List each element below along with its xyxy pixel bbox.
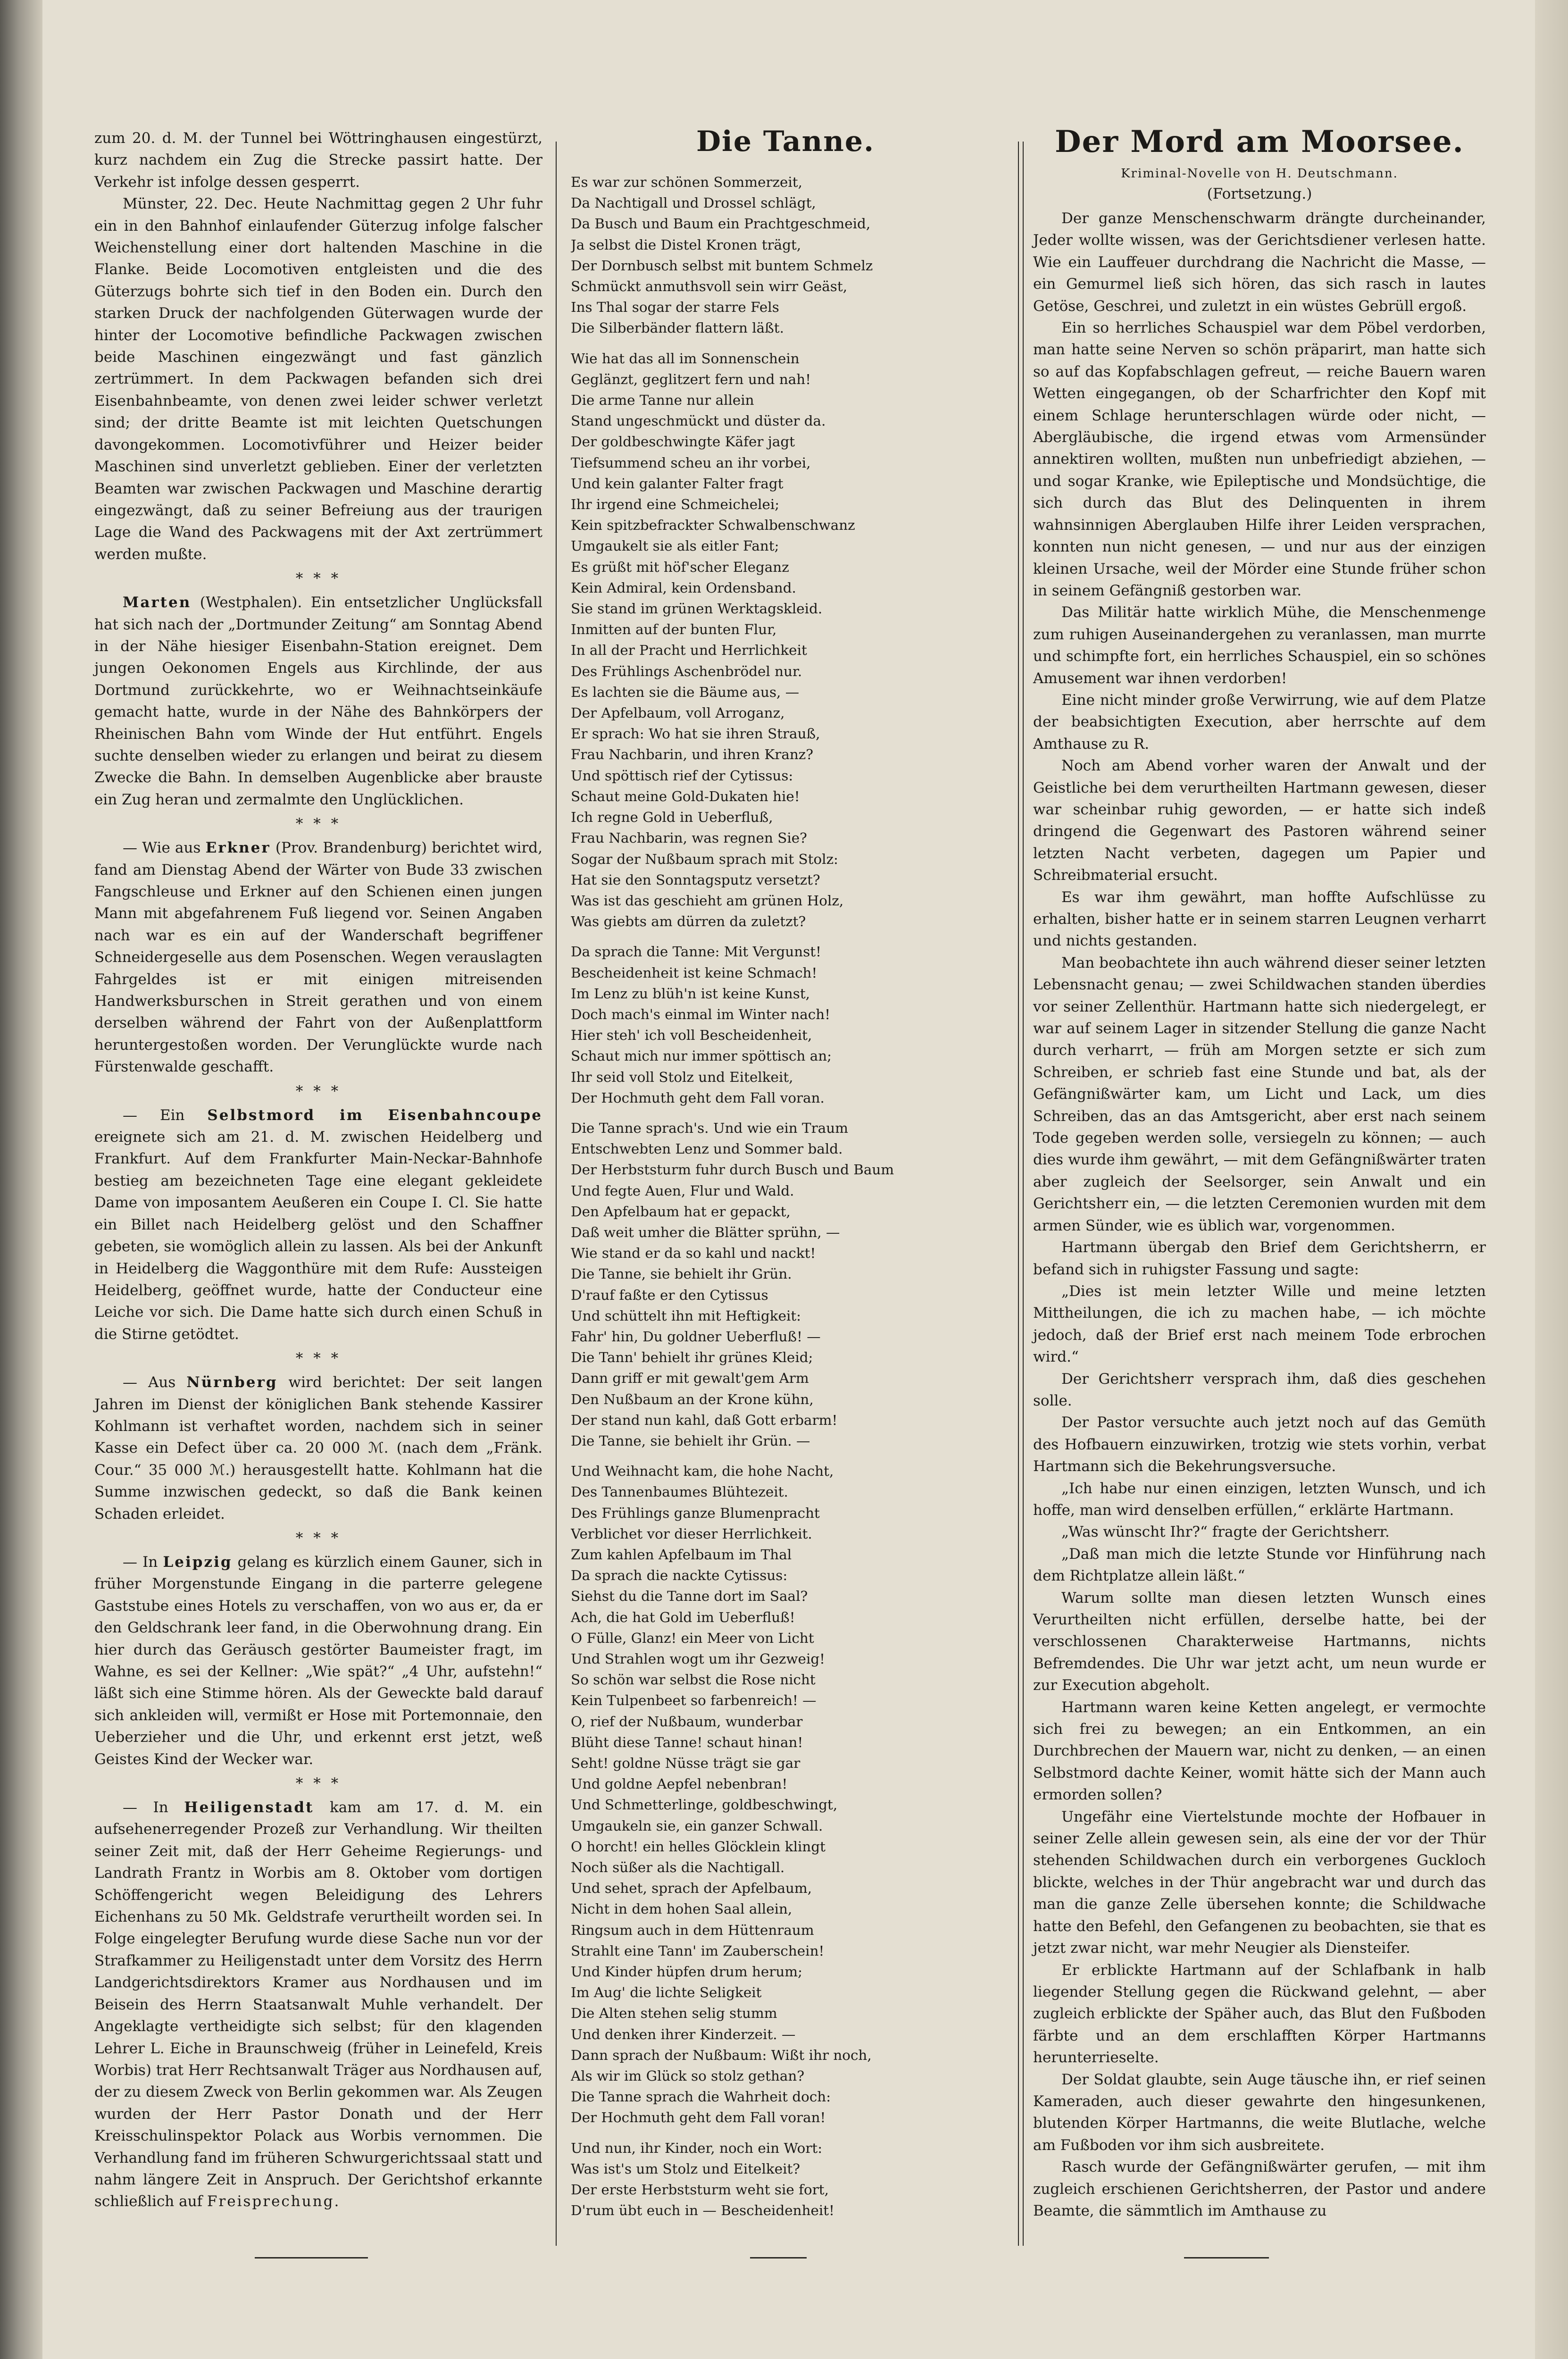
novel-paragraph: Der Pastor versuchte auch jetzt noch auf das Gemüth des Hofbauern einzuwirken, trotzig wie stets vorhin, verbat Hartmann sich die Bekehrungsversuche. — [1033, 1414, 1486, 1475]
novel-paragraph: Man beobachtete ihn auch während dieser seiner letzten Lebensnacht genau; — zwei Schildwachen standen überdies vor seiner Zellenthür. Hartmann hatte sich niedergelegt, er war auf seinem Lager in sitzender Stellung die ganze Nacht durch verharrt, — früh am Morgen setzte er sich zum Schreiben, er schrieb fast eine Stunde und bat, als der Gefängnißwärter kam, um Licht und Lack, um dies Schreiben, das an das Amtsgericht, aber erst nach seinem Tode gegeben werden solle, versiegeln zu können; — auch dies wurde ihm gewährt, — mit dem Gefängnißwärter traten aber zugleich der Seelsorger, sein Anwalt und ein Gerichtsherr ein, — die letzten Ceremonien wurden mit dem armen Sünder, wie es üblich war, vorgenommen. — [1033, 954, 1486, 1234]
poem-line: Als wir im Glück so stolz gethan? — [571, 2068, 805, 2084]
poem-line: Und nun, ihr Kinder, noch ein Wort: — [571, 2140, 823, 2156]
news-paragraph: zum 20. d. M. der Tunnel bei Wöttringhausen eingestürzt, kurz nachdem ein Zug die Strecke passirt hatte. Der Verkehr ist infolge dessen gesperrt. — [94, 130, 542, 191]
poem-line: Schaut meine Gold-Dukaten hie! — [571, 788, 800, 804]
poem-column — [571, 127, 1000, 2231]
novel-body — [1033, 208, 1486, 2222]
separator-stars: * * * — [295, 1775, 342, 1792]
news-text: — In — [123, 1553, 163, 1571]
news-text: — In — [123, 1799, 184, 1816]
novel-title: Der Mord am Moorsee. — [1055, 124, 1464, 159]
poem-line: Und Kinder hüpfen drum herum; — [571, 1964, 803, 1980]
novel-paragraph: Noch am Abend vorher waren der Anwalt und der Geistliche bei dem verurtheilten Hartmann gewesen, dieser war scheinbar ruhig geworden, — er hatte sich indeß dringend die Gegenwart des Pastoren während seiner letzten Nacht verbeten, dagegen um Papier und Schreibmaterial ersucht. — [1033, 757, 1486, 884]
poem-line: D'rum übt euch in — Bescheidenheit! — [571, 2202, 834, 2219]
poem-line: In all der Pracht und Herrlichkeit — [571, 642, 807, 659]
poem-line: Frau Nachbarin, und ihren Kranz? — [571, 746, 814, 763]
separator-stars: * * * — [295, 1350, 342, 1367]
poem-line: Den Apfelbaum hat er gepackt, — [571, 1203, 791, 1220]
novel-paragraph: „Was wünscht Ihr?“ fragte der Gerichtsherr. — [1061, 1523, 1390, 1541]
news-text-spaced: Freisprechung. — [207, 2193, 341, 2210]
news-column — [94, 127, 542, 2213]
separator-stars: * * * — [295, 1529, 342, 1547]
news-text: gelang es kürzlich einem Gauner, sich in früher Morgenstunde Eingang in die parterre gelegene Gaststube eines Hotels zu verschaffen, von wo aus er, da er den Geldschrank leer fand, in die Oberwohnung drang. Ein hier durch das Geräusch gestörter Baumeister fragt, im Wahne, es sei der Kellner: „Wie spät?“ „4 Uhr, aufstehn!“ läßt sich eine Stimme hören. Als der Geweckte bald darauf sich ankleiden will, vermißt er Hose mit Portemonnaie, den Ueberzieher und die Uhr, und erkennt erst jetzt, weß Geistes Kind der Wecker war. — [94, 1553, 542, 1768]
poem-line: Kein Tulpenbeet so farbenreich! — — [571, 1692, 817, 1709]
novel-paragraph: Das Militär hatte wirklich Mühe, die Menschenmenge zum ruhigen Auseinandergehen zu veranlassen, man murrte und schimpfte fort, ein herrliches Schauspiel, ein so schönes Amusement war ihnen verdorben! — [1033, 604, 1486, 687]
poem-line: Des Frühlings ganze Blumenpracht — [571, 1505, 820, 1521]
poem-line: Die Tann' behielt ihr grünes Kleid; — [571, 1349, 813, 1366]
place-heading: Nürnberg — [186, 1374, 278, 1391]
news-paragraph-selbstmord — [94, 1104, 542, 1345]
novel-paragraph: Ein so herrliches Schauspiel war dem Pöbel verdorben, man hatte seine Nerven so schön präparirt, man hatte sich so auf das Kopfabschlagen gefreut, — reiche Bauern waren Wetten eingegangen, ob der Scharfrichter den Kopf mit einem Schlage herunterschlagen würde oder nicht, — Abergläubische, die irgend etwas vom Armensünder annektiren wollten, mußten nun unbefriedigt abziehen, — und sogar Kranke, wie Epileptische und Mondsüchtige, die sich durch das Blut des Delinquenten in ihrem wahnsinnigen Aberglauben Hilfe ihrer Leiden versprachen, konnten nun nicht genesen, — und nur aus der einzigen kleinen Ursache, weil der Mörder eine Stunde früher schon in seinem Gefängniß gestorben war. — [1033, 319, 1486, 599]
poem-line: Blüht diese Tanne! schaut hinan! — [571, 1734, 803, 1750]
novel-column — [1033, 124, 1486, 2222]
poem-line: Der goldbeschwingte Käfer jagt — [571, 434, 795, 450]
poem-line: Inmitten auf der bunten Flur, — [571, 621, 777, 638]
poem-line: Und Schmetterlinge, goldbeschwingt, — [571, 1797, 838, 1813]
poem-line: Im Lenz zu blüh'n ist keine Kunst, — [571, 985, 810, 1002]
poem-line: Schaut mich nur immer spöttisch an; — [571, 1048, 832, 1064]
scan-left-edge — [0, 0, 42, 2359]
poem-line: Und spöttisch rief der Cytissus: — [571, 767, 793, 784]
news-text: wird berichtet: Der seit langen Jahren im Dienst der königlichen Bank stehende Kassirer Kohlmann ist verhaftet worden, nachdem sich in seiner Kasse ein Defect über ca. 20 000 ℳ. (nach dem „Fränk. Cour.“ 35 000 ℳ.) herausgestellt hatte. Kohlmann hat die Summe inzwischen gedeckt, so daß die Bank keinen Schaden erleidet. — [94, 1374, 542, 1522]
poem-line: Sie stand im grünen Werktagskleid. — [571, 601, 823, 617]
poem-line: Doch mach's einmal im Winter nach! — [571, 1006, 831, 1022]
poem-line: Der erste Herbststurm weht sie fort, — [571, 2182, 829, 2198]
column-rule — [1018, 142, 1019, 2246]
poem-line: Und fegte Auen, Flur und Wald. — [571, 1182, 794, 1199]
poem-line: Die Tanne, sie behielt ihr Grün. — — [571, 1432, 810, 1449]
novel-paragraph: Der ganze Menschenschwarm drängte durcheinander, Jeder wollte wissen, was der Gerichtsdiener verlesen hatte. Wie ein Lauffeuer durchdrang die Nachricht die Masse, — ein Gemurmel ließ sich hören, das sich rasch in lautes Getöse, Geschrei, und zuletzt in ein wüstes Gebrüll ergoß. — [1033, 210, 1486, 315]
poem-line: Der Hochmuth geht dem Fall voran. — [571, 1089, 825, 1106]
poem-line: Fahr' hin, Du goldner Ueberfluß! — — [571, 1328, 821, 1345]
poem-line: Zum kahlen Apfelbaum im Thal — [571, 1547, 792, 1563]
poem-line: Und Strahlen wogt um ihr Gezweig! — [571, 1651, 825, 1667]
poem-line: Nicht in dem hohen Saal allein, — [571, 1901, 792, 1917]
poem-line: Sogar der Nußbaum sprach mit Stolz: — [571, 851, 838, 867]
poem-line: Dann sprach der Nußbaum: Wißt ihr noch, — [571, 2047, 872, 2063]
separator-stars: * * * — [295, 570, 342, 587]
poem-line: Stand ungeschmückt und düster da. — [571, 413, 826, 429]
poem-line: Was giebts am dürren da zuletzt? — [571, 913, 806, 930]
place-heading: Erkner — [205, 839, 271, 857]
poem-line: Die Tanne sprach die Wahrheit doch: — [571, 2089, 831, 2105]
poem-title: Die Tanne. — [696, 125, 875, 158]
poem-line: Und kein galanter Falter fragt — [571, 475, 784, 492]
newspaper-page — [42, 0, 1535, 2359]
poem-line: Schmückt anmuthsvoll sein wirr Geäst, — [571, 278, 848, 295]
novel-paragraph: „Ich habe nur einen einzigen, letzten Wunsch, und ich hoffe, man wird denselben erfüllen,“ erklärte Hartmann. — [1033, 1480, 1486, 1519]
poem-line: Der Herbststurm fuhr durch Busch und Baum — [571, 1162, 894, 1178]
end-rule — [1184, 2257, 1269, 2259]
novel-paragraph: Es war ihm gewährt, man hoffte Aufschlüsse zu erhalten, bisher hatte er in seinem starren Leugnen verharrt und nichts gestanden. — [1033, 888, 1486, 950]
poem-line: Geglänzt, geglitzert fern und nah! — [571, 371, 811, 387]
poem-line: Tiefsummend scheu an ihr vorbei, — [571, 454, 811, 471]
poem-line: Die Alten stehen selig stumm — [571, 2005, 777, 2022]
poem-line: Da Nachtigall und Drossel schlägt, — [571, 195, 816, 211]
poem-line: Er sprach: Wo hat sie ihren Strauß, — [571, 726, 820, 742]
poem-line: Die Silberbänder flattern läßt. — [571, 320, 784, 336]
novel-paragraph: „Dies ist mein letzter Wille und meine letzten Mittheilungen, die ich zu machen habe, — ich möchte jedoch, daß der Brief erst nach meinem Tode erbrochen wird.“ — [1033, 1282, 1486, 1366]
poem-line: Da sprach die nackte Cytissus: — [571, 1567, 788, 1584]
novel-paragraph: Er erblickte Hartmann auf der Schlafbank in halb liegender Stellung gegen die Rückwand gelehnt, — aber zugleich erblickte der Späher auch, das Blut den Fußboden färbte und an dem erschlafften Körper Hartmanns herunterrieselte. — [1033, 1961, 1486, 2066]
poem-line: Ins Thal sogar der starre Fels — [571, 299, 779, 316]
poem-stanza — [571, 1118, 1000, 1451]
news-text: ereignete sich am 21. d. M. zwischen Heidelberg und Frankfurt. Auf dem Frankfurter Main-Neckar-Bahnhofe bestieg am bezeichneten Tage eine elegant gekleidete Dame von imposantem Aeußeren ein Coupe I. Cl. Sie hatte ein Billet nach Heidelberg gelöst und den Schaffner gebeten, sie womöglich allein zu lassen. Als bei der Ankunft in Heidelberg die Waggonthüre mit dem Rufe: Aussteigen Heidelberg, geöffnet wurde, hatte der Conducteur eine Leiche vor sich. Die Dame hatte sich durch einen Schuß in die Stirne getödtet. — [94, 1129, 542, 1343]
news-text: (Prov. Brandenburg) berichtet wird, fand am Dienstag Abend der Wärter von Bude 33 zwischen Fangschleuse und Erkner auf den Schienen einen jungen Mann mit abgefahrenem Fuß liegend vor. Seinen Angaben nach war es ein auf der Wanderschaft begriffener Schneidergeselle aus dem Posenschen. Wegen verauslagten Fahrgeldes ist er mit einigen mitreisenden Handwerksburschen in Streit gerathen und von einem derselben während der Fahrt von der Außenplattform heruntergestoßen worden. Der Verunglückte wurde nach Fürstenwalde geschafft. — [94, 839, 542, 1076]
column-rule — [1023, 142, 1024, 2246]
poem-line: Ihr seid voll Stolz und Eitelkeit, — [571, 1069, 793, 1085]
column-rule — [556, 142, 557, 2246]
novel-paragraph: Ungefähr eine Viertelstunde mochte der Hofbauer in seiner Zelle allein gewesen sein, als eine der vor der Thür stehenden Schildwachen durch ein verborgenes Guckloch blickte, welches in der Thür angebracht war und durch das man die ganze Zelle übersehen konnte; die Schildwache hatte den Befehl, den Gefangenen zu beobachten, sie that es jetzt zwar nicht, war mehr Neugier als Diensteifer. — [1033, 1808, 1486, 1957]
poem-line: Hier steh' ich voll Bescheidenheit, — [571, 1027, 812, 1044]
novel-paragraph: Eine nicht minder große Verwirrung, wie auf dem Platze der beabsichtigten Execution, aber herrschte auf dem Amthause zu R. — [1033, 691, 1486, 753]
poem-stanza — [571, 2138, 1000, 2221]
poem-body — [571, 172, 1000, 2221]
news-paragraph-nuernberg — [94, 1372, 542, 1525]
poem-stanza — [571, 941, 1000, 1108]
poem-line: O Fülle, Glanz! ein Meer von Licht — [571, 1630, 814, 1646]
place-heading: Heiligenstadt — [184, 1799, 314, 1816]
poem-line: Siehst du die Tanne dort im Saal? — [571, 1588, 808, 1605]
poem-line: O horcht! ein helles Glöcklein klingt — [571, 1838, 826, 1855]
poem-line: Umgaukeln sie, ein ganzer Schwall. — [571, 1817, 823, 1834]
poem-line: Bescheidenheit ist keine Schmach! — [571, 964, 817, 981]
end-rule — [750, 2257, 807, 2259]
poem-line: Verblichet vor dieser Herrlichkeit. — [571, 1525, 812, 1542]
poem-line: O, rief der Nußbaum, wunderbar — [571, 1713, 803, 1730]
poem-line: Was ist's um Stolz und Eitelkeit? — [571, 2160, 801, 2177]
poem-line: Des Frühlings Aschenbrödel nur. — [571, 663, 802, 679]
poem-stanza — [571, 1461, 1000, 2128]
news-paragraph-leipzig — [94, 1551, 542, 1770]
poem-line: Kein spitzbefrackter Schwalbenschwanz — [571, 517, 855, 534]
poem-line: Ach, die hat Gold im Ueberfluß! — [571, 1609, 795, 1625]
news-paragraph-erkner — [94, 837, 542, 1078]
novel-paragraph: Der Gerichtsherr versprach ihm, daß dies geschehen solle. — [1033, 1370, 1486, 1409]
poem-stanza — [571, 172, 1000, 339]
poem-line: Den Nußbaum an der Krone kühn, — [571, 1391, 814, 1407]
poem-line: Dann griff er mit gewalt'gem Arm — [571, 1370, 809, 1387]
poem-line: Frau Nachbarin, was regnen Sie? — [571, 830, 807, 846]
news-text: kam am 17. d. M. ein aufsehenerregender Prozeß zur Verhandlung. Wir theilten seiner Zeit mit, daß der Herr Geheime Regierungs- und Landrath Frantz in Worbis am 8. Oktober vom dortigen Schöffengericht wegen Beleidigung des Lehrers Eichenhans zu 50 Mk. Geldstrafe verurtheilt worden sei. In Folge eingelegter Berufung wurde diese Sache nun vor der Strafkammer zu Heiligenstadt unter dem Vorsitz des Herrn Landgerichtsdirektors Kramer aus Nordhausen und im Beisein des Herrn Staatsanwalt Muhle verhandelt. Der Angeklagte vertheidigte sich selbst; für den klagenden Lehrer L. Eiche in Braunschweig (früher in Leinefeld, Kreis Worbis) trat Herr Rechtsanwalt Träger aus Nordhausen auf, der zu diesem Zweck von Berlin gekommen war. Als Zeugen wurden der Herr Pastor Donath und der Herr Kreisschulinspektor Polack aus Worbis vernommen. Die Verhandlung fand im früheren Schwurgerichtssaal statt und nahm längere Zeit in Anspruch. Der Gerichtshof erkannte schließlich auf — [94, 1799, 543, 2210]
poem-line: Der stand nun kahl, daß Gott erbarm! — [571, 1412, 838, 1428]
poem-line: D'rauf faßte er den Cytissus — [571, 1287, 768, 1303]
news-text: (Westphalen). Ein entsetzlicher Unglücksfall hat sich nach der „Dortmunder Zeitung“ am Sonntag Abend in der Nähe hiesiger Eisenbahn-Station ereignet. Dem jungen Oekonomen Engels aus Kirchlinde, der aus Dortmund zurückkehrte, wo er Weihnachtseinkäufe gemacht hatte, wurde in der Nähe des Bahnkörpers der Rheinischen Bahn vom Winde der Hut entführt. Engels suchte denselben wieder zu erlangen und beirat zu diesem Zwecke die Bahn. In demselben Augenblicke aber brauste ein Zug heran und zermalmte den Unglücklichen. — [94, 594, 542, 808]
poem-line: Da Busch und Baum ein Prachtgeschmeid, — [571, 216, 871, 232]
poem-line: Entschwebten Lenz und Sommer bald. — [571, 1141, 843, 1157]
novel-paragraph: Warum sollte man diesen letzten Wunsch eines Verurtheilten nicht erfüllen, derselbe hatte, bei der verschlossenen Charakterweise Hartmanns, nichts Befremdendes. Die Uhr war jetzt acht, um neun wurde er zur Execution abgeholt. — [1033, 1589, 1486, 1694]
poem-line: Die Tanne sprach's. Und wie ein Traum — [571, 1120, 849, 1136]
news-paragraph-muenster: Münster, 22. Dec. Heute Nachmittag gegen 2 Uhr fuhr ein in den Bahnhof einlaufender Güterzug infolge falscher Weichenstellung einer dort haltenden Maschine in die Flanke. Beide Locomotiven entgleisten und die des Güterzugs bohrte sich tief in den Boden ein. Durch den starken Druck der nachfolgenden Güterwagen wurde der hinter der Locomotive befindliche Packwagen zwischen beide Maschinen eingezwängt und fast gänzlich zertrümmert. In dem Packwagen befanden sich drei Eisenbahnbeamte, von denen zwei leider schwer verletzt sind; der dritte Beamte ist mit leichten Quetschungen davongekommen. Locomotivführer und Heizer beider Maschinen sind unverletzt geblieben. Einer der verletzten Beamten war zwischen Packwagen und Maschine derartig eingezwängt, daß zu seiner Befreiung aus der traurigen Lage die Wand des Packwagens mit der Axt zertrümmert werden mußte. — [94, 195, 542, 563]
poem-stanza — [571, 348, 1000, 932]
separator-stars: * * * — [295, 1082, 342, 1100]
poem-line: Es grüßt mit höf'scher Eleganz — [571, 559, 789, 575]
poem-line: Der Dornbusch selbst mit buntem Schmelz — [571, 257, 873, 274]
novel-paragraph: Der Soldat glaubte, sein Auge täusche ihn, er rief seinen Kameraden, auch dieser gewahrte den hingesunkenen, blutenden Körper Hartmanns, die weite Blutlache, welche am Fußboden vor ihm sich ausbreitete. — [1033, 2071, 1486, 2154]
poem-line: Wie hat das all im Sonnenschein — [571, 350, 800, 367]
poem-line: Es lachten sie die Bäume aus, — — [571, 684, 800, 700]
poem-line: Die arme Tanne nur allein — [571, 392, 754, 409]
poem-line: Noch süßer als die Nachtigall. — [571, 1859, 785, 1876]
poem-line: Und sehet, sprach der Apfelbaum, — [571, 1880, 812, 1897]
poem-line: Die Tanne, sie behielt ihr Grün. — [571, 1266, 792, 1282]
news-text: — Ein — [123, 1106, 208, 1124]
poem-line: Daß weit umher die Blätter sprühn, — — [571, 1224, 840, 1240]
poem-line: Hat sie den Sonntagsputz versetzt? — [571, 871, 820, 888]
poem-line: Ihr irgend eine Schmeichelei; — [571, 496, 780, 513]
novel-paragraph: „Daß man mich die letzte Stunde vor Hinführung nach dem Richtplatze allein läßt.“ — [1033, 1545, 1486, 1585]
poem-line: Strahlt eine Tann' im Zauberschein! — [571, 1942, 825, 1959]
separator-stars: * * * — [295, 815, 342, 833]
end-rule — [255, 2257, 368, 2259]
poem-line: Der Hochmuth geht dem Fall voran! — [571, 2109, 826, 2126]
poem-line: Kein Admiral, kein Ordensband. — [571, 579, 796, 596]
poem-line: Umgaukelt sie als eitler Fant; — [571, 538, 779, 554]
poem-line: Im Aug' die lichte Seligkeit — [571, 1984, 762, 2001]
novel-byline: Kriminal-Novelle von H. Deutschmann. — [1121, 167, 1398, 181]
poem-line: Ich regne Gold in Ueberfluß, — [571, 809, 773, 826]
novel-continuation: (Fortsetzung.) — [1207, 185, 1312, 202]
poem-line: Es war zur schönen Sommerzeit, — [571, 174, 802, 190]
novel-paragraph: Hartmann übergab den Brief dem Gerichtsherrn, er befand sich in ruhigster Fassung und sagte: — [1033, 1239, 1486, 1278]
news-text: — Aus — [123, 1374, 187, 1391]
news-text: — Wie aus — [123, 839, 206, 857]
poem-line: Und schüttelt ihn mit Heftigkeit: — [571, 1307, 801, 1324]
news-paragraph-marten — [94, 592, 542, 811]
poem-line: Ja selbst die Distel Kronen trägt, — [571, 236, 801, 253]
poem-line: Ringsum auch in dem Hüttenraum — [571, 1922, 814, 1938]
poem-line: Und Weihnacht kam, die hohe Nacht, — [571, 1463, 834, 1480]
poem-line: Seht! goldne Nüsse trägt sie gar — [571, 1755, 801, 1772]
novel-paragraph: Rasch wurde der Gefängnißwärter gerufen, — mit ihm zugleich erschienen Gerichtsherren, der Pastor und andere Beamte, die sämmtlich im Amthause zu — [1033, 2158, 1486, 2219]
poem-line: Und denken ihrer Kinderzeit. — — [571, 2026, 796, 2042]
place-heading: Selbstmord im Eisenbahncoupe — [207, 1106, 542, 1124]
place-heading: Marten — [123, 594, 192, 611]
place-heading: Leipzig — [163, 1553, 233, 1571]
news-paragraph-heiligenstadt — [94, 1797, 542, 2213]
poem-line: Des Tannenbaumes Blühtezeit. — [571, 1484, 788, 1500]
poem-line: Da sprach die Tanne: Mit Vergunst! — [571, 944, 821, 960]
novel-paragraph: Hartmann waren keine Ketten angelegt, er vermochte sich frei zu bewegen; an ein Entkommen, an ein Durchbrechen der Mauern war, nicht zu denken, — an einen Selbstmord dachte Keiner, womit hätte sich der Mann auch ermorden sollen? — [1033, 1698, 1486, 1804]
poem-line: Der Apfelbaum, voll Arroganz, — [571, 705, 785, 721]
poem-line: So schön war selbst die Rose nicht — [571, 1672, 816, 1688]
poem-line: Wie stand er da so kahl und nackt! — [571, 1245, 816, 1262]
poem-line: Und goldne Aepfel nebenbran! — [571, 1776, 788, 1792]
scan-right-edge — [1535, 0, 1568, 2359]
poem-line: Was ist das geschieht am grünen Holz, — [571, 892, 844, 909]
